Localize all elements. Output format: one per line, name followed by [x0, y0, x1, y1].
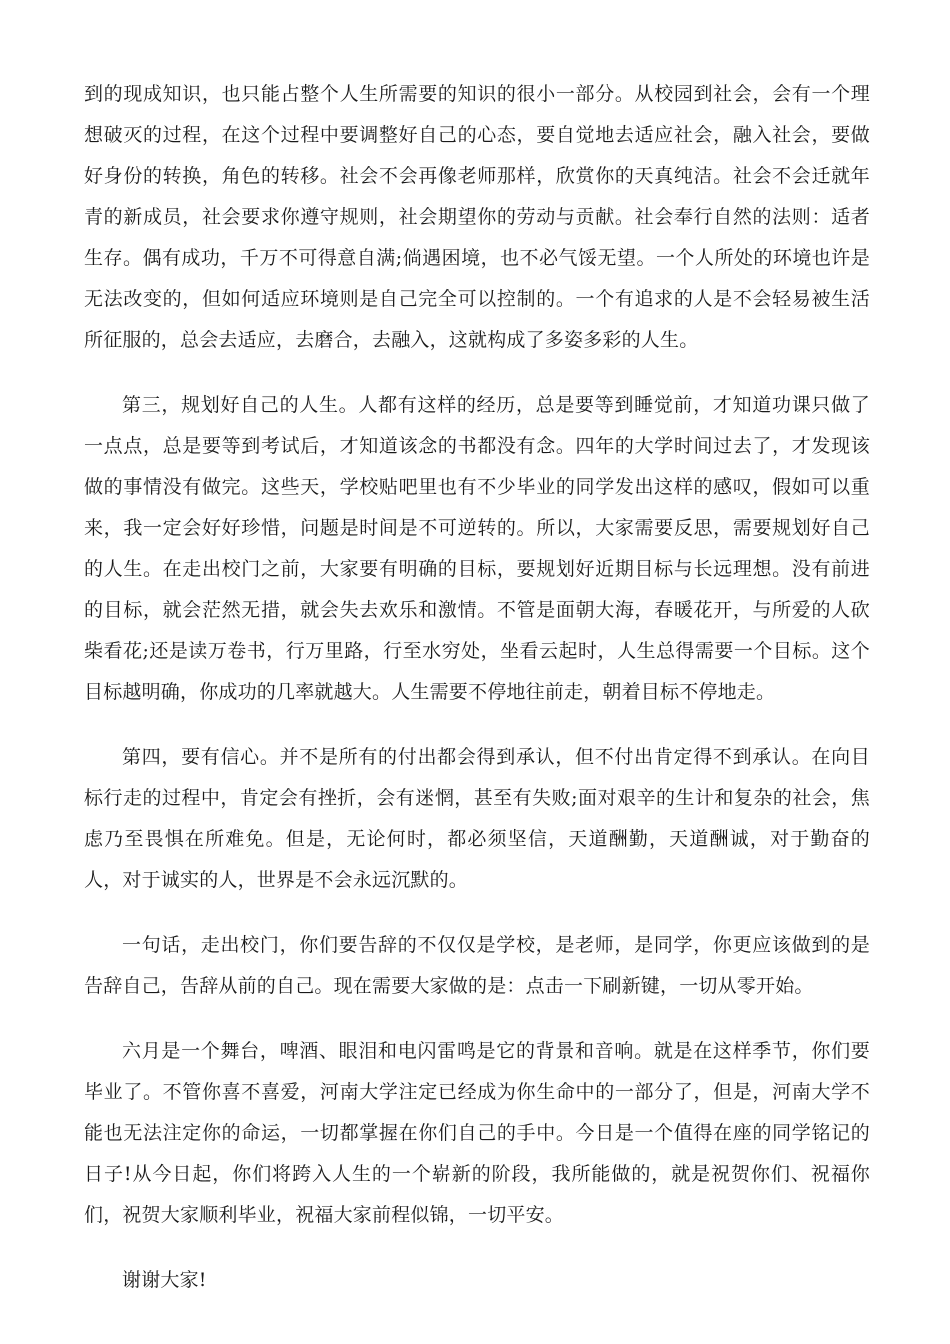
paragraph-continuation: 到的现成知识，也只能占整个人生所需要的知识的很小一部分。从校园到社会，会有一个理想破灭的过程，在这个过程中要调整好自己的心态，要自觉地去适应社会，融入社会，要做好身份的转换，角色的转移。社会不会再像老师那样，欣赏你的天真纯洁。社会不会迁就年青的新成员，社会要求你遵守规则，社会期望你的劳动与贡献。社会奉行自然的法则：适者生存。偶有成功，千万不可得意自满;倘遇困境，也不必气馁无望。一个人所处的环境也许是无法改变的，但如何适应环境则是自己完全可以控制的。一个有追求的人是不会轻易被生活所征服的，总会去适应，去磨合，去融入，这就构成了多姿多彩的人生。 [84, 83, 870, 351]
paragraph-plan-life: 第三，规划好自己的人生。人都有这样的经历，总是要等到睡觉前，才知道功课只做了一点点，总是要等到考试后，才知道该念的书都没有念。四年的大学时间过去了，才发现该做的事情没有做完。这些天，学校贴吧里也有不少毕业的同学发出这样的感叹，假如可以重来，我一定会好好珍惜，问题是时间是不可逆转的。所以，大家需要反思，需要规划好自己的人生。在走出校门之前，大家要有明确的目标，要规划好近期目标与长远理想。没有前进的目标，就会茫然无措，就会失去欢乐和激情。不管是面朝大海，春暖花开，与所爱的人砍柴看花;还是读万卷书，行万里路，行至水穷处，坐看云起时，人生总得需要一个目标。这个目标越明确，你成功的几率就越大。人生需要不停地往前走，朝着目标不停地走。 [84, 394, 870, 703]
paragraph-farewell: 一句话，走出校门，你们要告辞的不仅仅是学校，是老师，是同学，你更应该做到的是告辞自己，告辞从前的自己。现在需要大家做的是：点击一下刷新键，一切从零开始。 [84, 934, 870, 997]
paragraph-confidence: 第四，要有信心。并不是所有的付出都会得到承认，但不付出肯定得不到承认。在向目标行走的过程中，肯定会有挫折，会有迷惘，甚至有失败;面对艰辛的生计和复杂的社会，焦虑乃至畏惧在所难免。但是，无论何时，都必须坚信，天道酬勤，天道酬诚，对于勤奋的人，对于诚实的人，世界是不会永远沉默的。 [84, 746, 870, 891]
paragraph-june-graduation: 六月是一个舞台，啤酒、眼泪和电闪雷鸣是它的背景和音响。就是在这样季节，你们要毕业了。不管你喜不喜爱，河南大学注定已经成为你生命中的一部分了，但是，河南大学不能也无法注定你的命运，一切都掌握在你们自己的手中。今日是一个值得在座的同学铭记的日子!从今日起，你们将跨入人生的一个崭新的阶段，我所能做的，就是祝贺你们、祝福你们，祝贺大家顺利毕业，祝福大家前程似锦，一切平安。 [84, 1040, 870, 1226]
closing-thanks: 谢谢大家! [122, 1269, 207, 1291]
document-page [84, 74, 870, 1325]
